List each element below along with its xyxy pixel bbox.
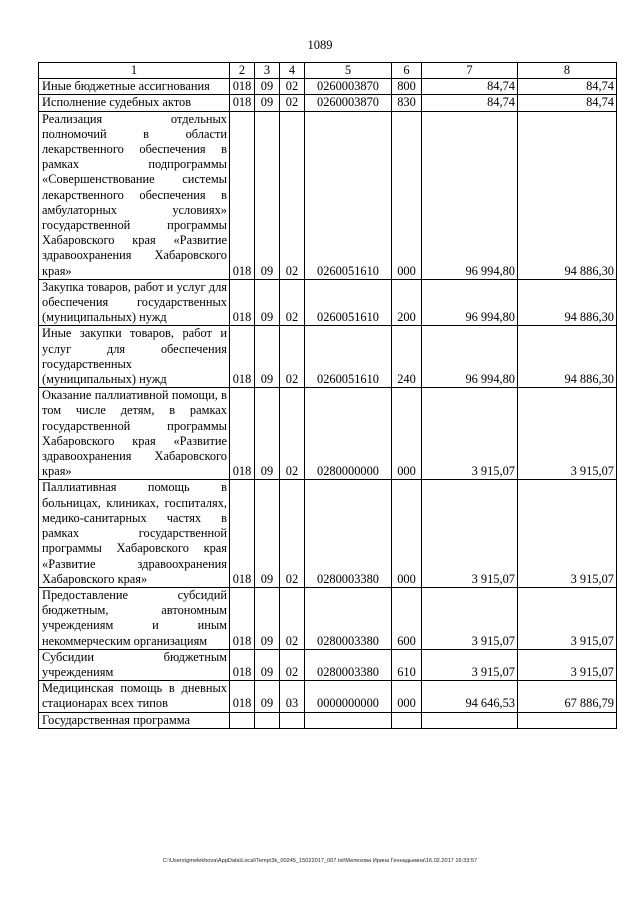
row-name: Медицинская помощь в дневных стационарах всех типов [39,681,230,712]
row-name: Закупка товаров, работ и услуг для обеспечения государственных (муниципальных) нужд [39,279,230,326]
cell-admin: 018 [230,587,255,649]
header-row [39,63,617,79]
cell-target: 0260051610 [305,279,392,326]
cell-target: 0260051610 [305,111,392,279]
cell-expense-type: 610 [392,649,422,680]
table-row [39,95,617,111]
cell-admin: 018 [230,681,255,712]
page-number: 1089 [307,38,333,52]
cell-expense-type: 200 [392,279,422,326]
cell-section: 09 [255,79,280,95]
cell-target: 0260003870 [305,95,392,111]
cell-amount-8 [518,712,617,728]
header-cell: 7 [422,63,518,79]
table-row [39,326,617,388]
table-row [39,587,617,649]
cell-subsection: 02 [280,388,305,480]
cell-amount-8: 67 886,79 [518,681,617,712]
file-path-footer: C:\Users\gmelekhova\AppData\Local\Temp\3k_00245_15022017_007.txt\Мелехова Ирина Геннадьевна\16.02.2017 16:33:57 [162,858,478,864]
cell-amount-7: 84,74 [422,79,518,95]
cell-amount-7: 94 646,53 [422,681,518,712]
cell-section [255,712,280,728]
header-cell: 2 [230,63,255,79]
cell-expense-type: 830 [392,95,422,111]
cell-target: 0260051610 [305,326,392,388]
cell-admin: 018 [230,326,255,388]
row-name: Субсидии бюджетным учреждениям [39,649,230,680]
cell-admin: 018 [230,480,255,587]
cell-target: 0280003380 [305,480,392,587]
cell-amount-7: 3 915,07 [422,587,518,649]
cell-amount-7: 96 994,80 [422,279,518,326]
cell-section: 09 [255,587,280,649]
cell-section: 09 [255,388,280,480]
cell-section: 09 [255,681,280,712]
cell-subsection: 02 [280,326,305,388]
cell-amount-8: 94 886,30 [518,111,617,279]
cell-expense-type: 000 [392,480,422,587]
cell-expense-type: 800 [392,79,422,95]
cell-subsection: 02 [280,587,305,649]
cell-expense-type: 600 [392,587,422,649]
cell-amount-7: 3 915,07 [422,388,518,480]
cell-admin [230,712,255,728]
row-name: Предоставление субсидий бюджетным, автономным учреждениям и иным некоммерческим организациям [39,587,230,649]
row-name: Иные закупки товаров, работ и услуг для обеспечения государственных (муниципальных) нужд [39,326,230,388]
row-name: Оказание паллиативной помощи, в том числе детям, в рамках государственной программы Хабаровского края «Развитие здравоохранения Хабаровского края» [39,388,230,480]
cell-expense-type [392,712,422,728]
table-row [39,111,617,279]
cell-amount-8: 3 915,07 [518,649,617,680]
cell-admin: 018 [230,95,255,111]
cell-amount-7: 96 994,80 [422,326,518,388]
cell-subsection [280,712,305,728]
row-name: Исполнение судебных актов [39,95,230,111]
cell-amount-7 [422,712,518,728]
table-row [39,649,617,680]
cell-section: 09 [255,649,280,680]
table-row [39,279,617,326]
cell-section: 09 [255,111,280,279]
cell-amount-8: 94 886,30 [518,326,617,388]
cell-target: 0280003380 [305,649,392,680]
cell-subsection: 02 [280,79,305,95]
budget-table [38,62,617,729]
header-cell: 6 [392,63,422,79]
row-name: Государственная программа [39,712,230,728]
header-cell: 5 [305,63,392,79]
header-cell: 8 [518,63,617,79]
row-name: Паллиативная помощь в больницах, клиниках, госпиталях, медико-санитарных частях в рамках государственной программы Хабаровского края «Развитие здравоохранения Хабаровского края» [39,480,230,587]
cell-subsection: 02 [280,649,305,680]
header-cell: 1 [39,63,230,79]
cell-admin: 018 [230,79,255,95]
table-row [39,712,617,728]
cell-admin: 018 [230,649,255,680]
cell-admin: 018 [230,279,255,326]
cell-target: 0280000000 [305,388,392,480]
cell-amount-8: 84,74 [518,95,617,111]
cell-expense-type: 240 [392,326,422,388]
cell-admin: 018 [230,388,255,480]
cell-amount-8: 3 915,07 [518,388,617,480]
cell-subsection: 02 [280,279,305,326]
cell-target: 0260003870 [305,79,392,95]
table-row [39,388,617,480]
cell-target: 0280003380 [305,587,392,649]
cell-amount-8: 3 915,07 [518,587,617,649]
cell-amount-7: 3 915,07 [422,649,518,680]
cell-section: 09 [255,279,280,326]
header-cell: 3 [255,63,280,79]
cell-subsection: 02 [280,480,305,587]
row-name: Иные бюджетные ассигнования [39,79,230,95]
cell-subsection: 02 [280,95,305,111]
cell-section: 09 [255,480,280,587]
table-row [39,480,617,587]
table-row [39,79,617,95]
table-row [39,681,617,712]
cell-expense-type: 000 [392,388,422,480]
cell-target [305,712,392,728]
cell-section: 09 [255,326,280,388]
cell-amount-8: 3 915,07 [518,480,617,587]
row-name: Реализация отдельных полномочий в области лекарственного обеспечения в рамках подпрограммы «Совершенствование системы лекарственного обеспечения в амбулаторных условиях» государственной программы Хабаровского края «Развитие здравоохранения Хабаровского края» [39,111,230,279]
cell-amount-8: 94 886,30 [518,279,617,326]
cell-subsection: 02 [280,111,305,279]
header-cell: 4 [280,63,305,79]
cell-subsection: 03 [280,681,305,712]
cell-amount-7: 96 994,80 [422,111,518,279]
cell-expense-type: 000 [392,681,422,712]
cell-amount-7: 3 915,07 [422,480,518,587]
cell-section: 09 [255,95,280,111]
cell-amount-7: 84,74 [422,95,518,111]
cell-target: 0000000000 [305,681,392,712]
cell-admin: 018 [230,111,255,279]
cell-expense-type: 000 [392,111,422,279]
cell-amount-8: 84,74 [518,79,617,95]
